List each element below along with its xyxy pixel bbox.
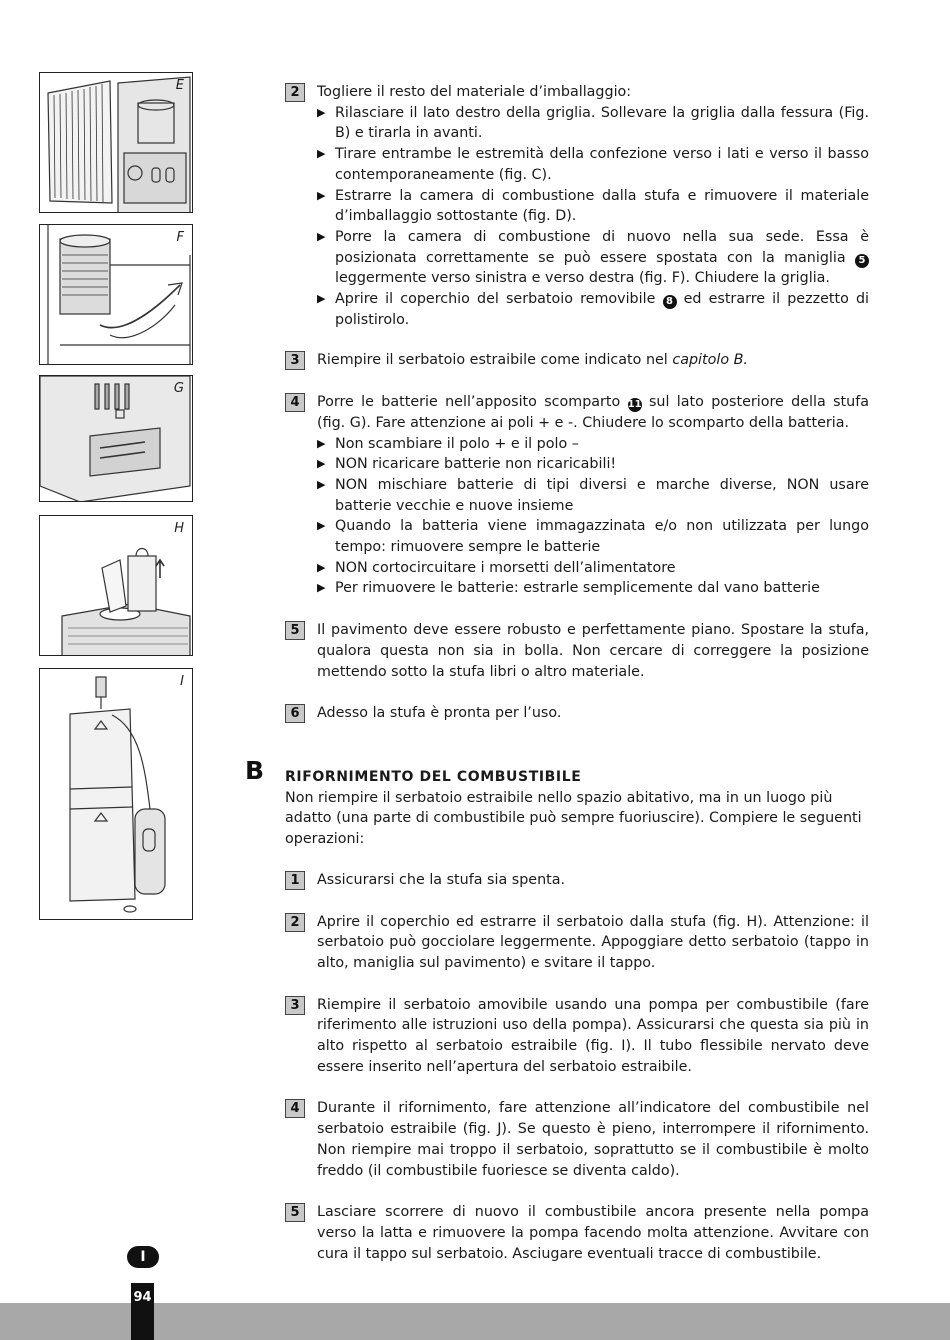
bullet-item: ▶ Tirare entrambe le estremità della confezione verso i lati e verso il basso contemporaneamente (fig. C). (317, 144, 869, 185)
step-b5 (285, 1202, 869, 1264)
figure-label: E (175, 78, 184, 93)
step-number: 1 (285, 871, 305, 890)
figure-e (39, 72, 193, 213)
figure-g-illustration (40, 376, 193, 502)
step-text: Riempire il serbatoio estraibile come indicato nel (317, 352, 668, 369)
chapter-reference: capitolo B. (672, 352, 748, 369)
figure-e-illustration (40, 73, 193, 213)
step-text: Durante il rifornimento, fare attenzione all’indicatore del combustibile nel serbatoio estraibile (fig. J). Se questo è pieno, interrompere il rifornimento. Non riempire mai troppo il serbatoio, soprattutto se il combustibile è molto freddo (il combustibile fuoriesce se diventa caldo). (317, 1100, 869, 1179)
step-a6 (285, 703, 869, 724)
language-badge: I (127, 1246, 159, 1268)
step-text-part: sul lato posteriore della stufa (fig. G). Fare attenzione ai poli + e -. Chiudere lo scomparto della batteria. (317, 394, 869, 431)
step-number: 3 (285, 996, 305, 1015)
bullet-item (317, 289, 869, 330)
figure-h-illustration (40, 516, 193, 656)
bullet-item: ▶ NON cortocircuitare i morsetti dell’alimentatore (317, 558, 869, 579)
bullet-item: ▶ NON ricaricare batterie non ricaricabili! (317, 454, 869, 475)
step-text (317, 392, 869, 433)
step-number: 4 (285, 393, 305, 412)
step-number: 5 (285, 1203, 305, 1222)
step-text: Il pavimento deve essere robusto e perfettamente piano. Spostare la stufa, qualora questa non sia in bolla. Non cercare di correggere la posizione mettendo sotto la stufa libri o altro materiale. (317, 622, 869, 680)
step-b1 (285, 870, 869, 891)
figure-i-illustration (40, 669, 193, 920)
bullet-item (317, 227, 869, 289)
step-a3 (285, 350, 869, 371)
step-text: Lasciare scorrere di nuovo il combustibile ancora presente nella pompa verso la latta e rimuovere la pompa facendo molta attenzione. Avvitare con cura il tappo sul serbatoio. Asciugare eventuali tracce di combustibile. (317, 1204, 869, 1262)
step-text-part: Porre le batterie nell’apposito scomparto (317, 394, 621, 411)
step-number: 3 (285, 351, 305, 370)
step-a2 (285, 82, 869, 330)
page-number: 94 (131, 1283, 154, 1340)
bullet-text: Porre la camera di combustione di nuovo nella sua sede. Essa è posizionata correttamente se può essere spostata con la maniglia (335, 228, 869, 266)
section-intro: Non riempire il serbatoio estraibile nello spazio abitativo, ma in un luogo più adatto (una parte di combustibile può sempre fuoriuscire). Compiere le seguenti operazioni: (285, 789, 862, 848)
part-number-marker: 5 (855, 254, 869, 268)
figure-label: H (174, 521, 184, 536)
bullet-text: leggermente verso sinistra e verso destra (fig. F). Chiudere la griglia. (335, 270, 830, 287)
step-number: 2 (285, 913, 305, 932)
step-text: Assicurarsi che la stufa sia spenta. (317, 871, 566, 888)
step-number: 6 (285, 704, 305, 723)
step-text: Togliere il resto del materiale d’imballaggio: (317, 84, 632, 100)
figure-label: G (173, 381, 184, 396)
step-text: Adesso la stufa è pronta per l’uso. (317, 705, 562, 722)
step-number: 2 (285, 83, 305, 102)
bullet-item: ▶ Non scambiare il polo + e il polo – (317, 434, 869, 455)
instructions-column (285, 82, 869, 1264)
part-number-marker: 11 (627, 399, 642, 411)
figure-i (39, 668, 193, 920)
figure-label: I (180, 674, 184, 689)
figure-f (39, 224, 193, 365)
bullet-item: ▶ Estrarre la camera di combustione dalla stufa e rimuovere il materiale d’imballaggio sottostante (fig. D). (317, 186, 869, 227)
step-a4 (285, 392, 869, 599)
section-title: RIFORNIMENTO DEL COMBUSTIBILE (285, 768, 582, 785)
figure-g (39, 375, 193, 502)
bullet-item: ▶ Per rimuovere le batterie: estrarle semplicemente dal vano batterie (317, 578, 869, 599)
bullet-item: ▶ Quando la batteria viene immagazzinata e/o non utilizzata per lungo tempo: rimuovere sempre le batterie (317, 516, 869, 557)
bullet-text: Aprire il coperchio del serbatoio removibile (335, 291, 656, 308)
step-number: 4 (285, 1099, 305, 1118)
step-text: Aprire il coperchio ed estrarre il serbatoio dalla stufa (fig. H). Attenzione: il serbatoio può gocciolare leggermente. Appoggiare detto serbatoio (tappo in alto, maniglia sul pavimento) e svitare il tappo. (317, 913, 869, 971)
figure-h (39, 515, 193, 656)
bullet-item: ▶ NON mischiare batterie di tipi diversi e marche diverse, NON usare batterie vecchie e nuove insieme (317, 475, 869, 516)
figure-f-illustration (40, 225, 193, 365)
part-number-marker: 8 (663, 295, 677, 309)
step-b4 (285, 1098, 869, 1181)
step-b3 (285, 995, 869, 1078)
step-b2 (285, 912, 869, 974)
figure-label: F (176, 230, 184, 245)
section-letter: B (245, 756, 265, 785)
step-number: 5 (285, 621, 305, 640)
step-text: Riempire il serbatoio amovibile usando una pompa per combustibile (fare riferimento alle istruzioni uso della pompa). Assicurarsi che questa sia più in alto rispetto al serbatoio estraibile (fig. I). Il tubo flessibile nervato deve essere inserito nell’apertura del serbatoio estraibile. (317, 996, 869, 1075)
section-b (285, 767, 869, 1264)
step-a5 (285, 620, 869, 682)
bullet-item: ▶ Rilasciare il lato destro della griglia. Sollevare la griglia dalla fessura (Fig. B) e tirarla in avanti. (317, 103, 869, 144)
bullet-text: ed estrarre il pezzetto di polistirolo. (335, 291, 870, 328)
